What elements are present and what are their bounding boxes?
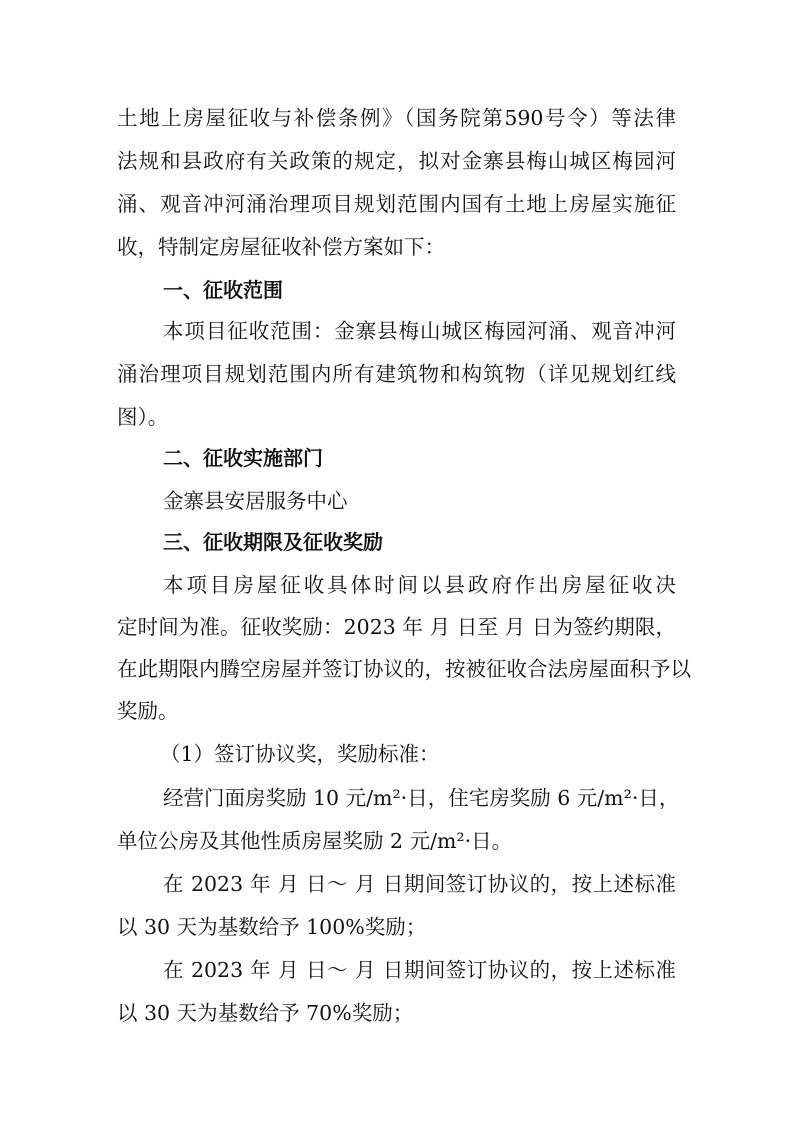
paragraph-line: 在 2023 年 月 日～ 月 日期间签订协议的，按上述标准	[163, 958, 676, 982]
paragraph-line: 以 30 天为基数给予 100%奖励；	[117, 915, 427, 939]
paragraph-line: 收，特制定房屋征收补偿方案如下：	[117, 235, 445, 259]
paragraph-line: 法规和县政府有关政策的规定，拟对金寨县梅山城区梅园河	[117, 149, 676, 173]
paragraph-line: 涌治理项目规划范围内所有建筑物和构筑物（详见规划红线	[117, 362, 676, 386]
paragraph-line: 经营门面房奖励 10 元/m²·日，住宅房奖励 6 元/m²·日，	[163, 786, 680, 810]
paragraph-line: 涌、观音冲河涌治理项目规划范围内国有土地上房屋实施征	[117, 192, 676, 216]
paragraph-line: 在 2023 年 月 日～ 月 日期间签订协议的，按上述标准	[163, 872, 676, 896]
section-heading-scope: 一、征收范围	[163, 278, 283, 302]
section-heading-department: 二、征收实施部门	[163, 446, 323, 470]
paragraph-line: 定时间为准。征收奖励：2023 年 月 日至 月 日为签约期限，	[117, 615, 676, 639]
sub-item-heading: （1）签订协议奖，奖励标准：	[160, 742, 440, 766]
paragraph-line: 在此期限内腾空房屋并签订协议的，按被征收合法房屋面积予以	[117, 657, 691, 681]
paragraph-line: 奖励。	[117, 699, 179, 723]
paragraph-line: 本项目征收范围：金寨县梅山城区梅园河涌、观音冲河	[163, 319, 676, 343]
paragraph-line: 单位公房及其他性质房屋奖励 2 元/m²·日。	[117, 829, 513, 853]
paragraph-line: 金寨县安居服务中心	[163, 489, 348, 513]
paragraph-line: 图）。	[117, 405, 169, 429]
paragraph-line: 本项目房屋征收具体时间以县政府作出房屋征收决	[163, 573, 676, 597]
paragraph-line: 以 30 天为基数给予 70%奖励；	[117, 1001, 414, 1025]
paragraph-line: 土地上房屋征收与补偿条例》（国务院第590号令）等法律	[117, 106, 676, 130]
section-heading-period: 三、征收期限及征收奖励	[163, 530, 383, 554]
